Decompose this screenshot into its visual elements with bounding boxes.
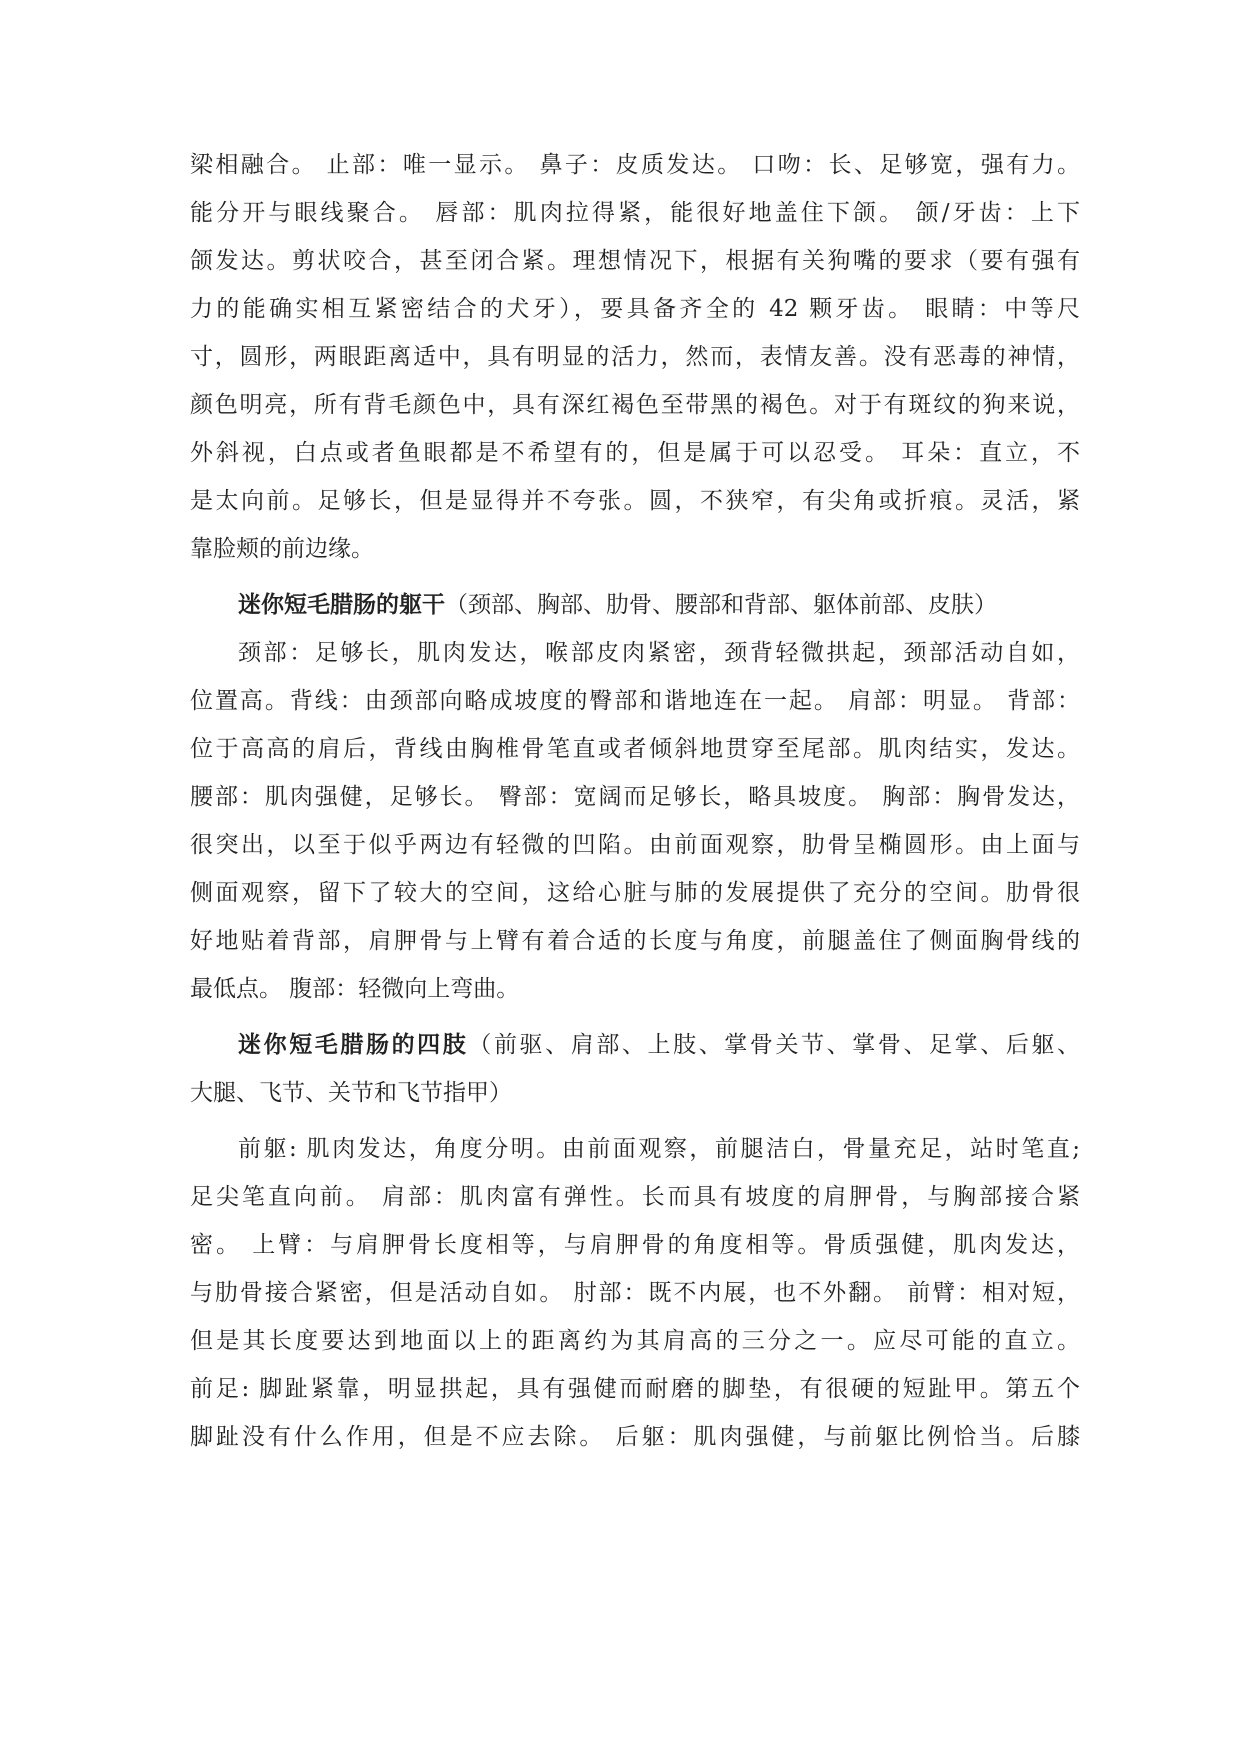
paragraph-line: 足尖笔直向前。 肩部：肌肉富有弹性。长而具有坡度的肩胛骨，与胸部接合紧 — [190, 1184, 1080, 1210]
paragraph-line: 是太向前。足够长，但是显得并不夸张。圆，不狭窄，有尖角或折痕。灵活，紧 — [190, 488, 1080, 514]
paragraph-line: 最低点。 腹部：轻微向上弯曲。 — [190, 976, 520, 1002]
paragraph-line: 能分开与眼线聚合。 唇部：肌肉拉得紧，能很好地盖住下颌。 颌/牙齿：上下 — [190, 200, 1080, 226]
section-heading-continuation: 大腿、飞节、关节和飞节指甲） — [190, 1080, 512, 1106]
paragraph-line: 梁相融合。 止部：唯一显示。 鼻子：皮质发达。 口吻：长、足够宽，强有力。 — [190, 152, 1080, 178]
paragraph-line: 寸，圆形，两眼距离适中，具有明显的活力，然而，表情友善。没有恶毒的神情， — [190, 344, 1080, 370]
paragraph-line: 密。 上臂：与肩胛骨长度相等，与肩胛骨的角度相等。骨质强健，肌肉发达， — [190, 1232, 1080, 1258]
paragraph-line: 与肋骨接合紧密，但是活动自如。 肘部：既不内展，也不外翻。 前臂：相对短， — [190, 1280, 1080, 1306]
section-heading-torso — [238, 585, 1080, 625]
paragraph-line: 前躯: 肌肉发达，角度分明。由前面观察，前腿洁白，骨量充足，站时笔直; — [238, 1136, 1080, 1162]
section-heading-limbs — [238, 1025, 1080, 1065]
paragraph-line: 前足: 脚趾紧靠，明显拱起，具有强健而耐磨的脚垫，有很硬的短趾甲。第五个 — [190, 1376, 1080, 1402]
section-heading-bold: 迷你短毛腊肠的躯干 — [238, 591, 445, 618]
section-heading-rest: （前驱、肩部、上肢、掌骨关节、掌骨、足掌、后躯、 — [468, 1032, 1080, 1058]
paragraph-line: 外斜视，白点或者鱼眼都是不希望有的，但是属于可以忍受。 耳朵：直立，不 — [190, 440, 1080, 466]
paragraph-line: 但是其长度要达到地面以上的距离约为其肩高的三分之一。应尽可能的直立。 — [190, 1328, 1080, 1354]
paragraph-line: 很突出，以至于似乎两边有轻微的凹陷。由前面观察，肋骨呈椭圆形。由上面与 — [190, 832, 1080, 858]
paragraph-line: 侧面观察，留下了较大的空间，这给心脏与肺的发展提供了充分的空间。肋骨很 — [190, 880, 1080, 906]
section-heading-rest: （颈部、胸部、肋骨、腰部和背部、躯体前部、皮肤） — [445, 592, 997, 618]
paragraph-line: 颈部：足够长，肌肉发达，喉部皮肉紧密，颈背轻微拱起，颈部活动自如， — [238, 640, 1080, 666]
section-heading-bold: 迷你短毛腊肠的四肢 — [238, 1031, 469, 1058]
paragraph-line: 脚趾没有什么作用，但是不应去除。 后躯：肌肉强健，与前躯比例恰当。后膝 — [190, 1424, 1080, 1450]
paragraph-line: 颌发达。剪状咬合，甚至闭合紧。理想情况下，根据有关狗嘴的要求（要有强有 — [190, 248, 1080, 274]
paragraph-line: 好地贴着背部，肩胛骨与上臂有着合适的长度与角度，前腿盖住了侧面胸骨线的 — [190, 928, 1080, 954]
paragraph-line: 位于高高的肩后，背线由胸椎骨笔直或者倾斜地贯穿至尾部。肌肉结实，发达。 — [190, 736, 1080, 762]
paragraph-line: 腰部：肌肉强健，足够长。 臀部：宽阔而足够长，略具坡度。 胸部：胸骨发达， — [190, 784, 1080, 810]
paragraph-line: 颜色明亮，所有背毛颜色中，具有深红褐色至带黑的褐色。对于有斑纹的狗来说， — [190, 392, 1080, 418]
paragraph-line: 位置高。背线：由颈部向略成坡度的臀部和谐地连在一起。 肩部：明显。 背部： — [190, 688, 1080, 714]
paragraph-line: 靠脸颊的前边缘。 — [190, 536, 374, 562]
paragraph-line: 力的能确实相互紧密结合的犬牙），要具备齐全的 42 颗牙齿。 眼睛：中等尺 — [190, 296, 1080, 322]
